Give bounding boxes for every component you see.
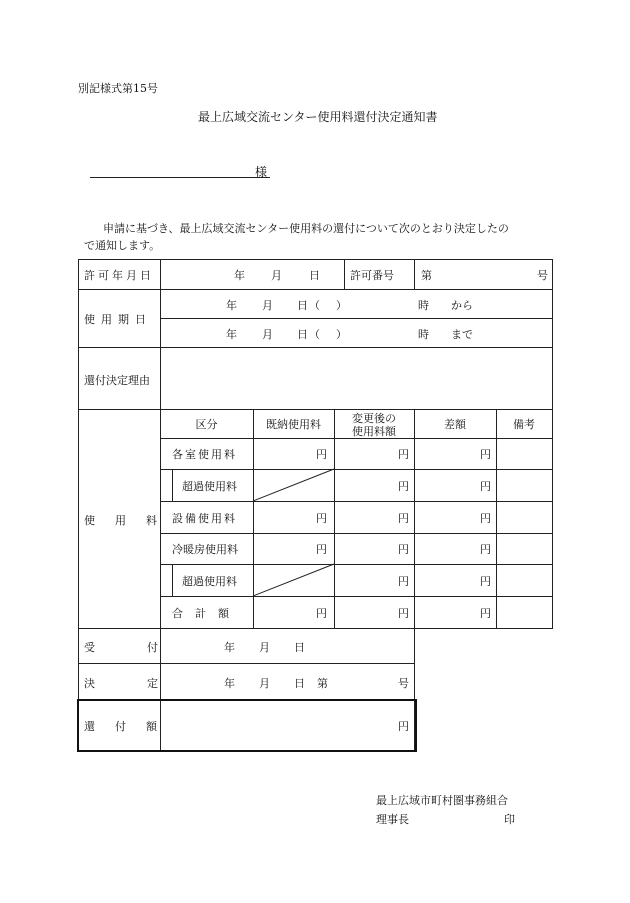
decided-month: 月 <box>259 677 270 690</box>
fee-row-diff-yen: 円 <box>480 543 491 556</box>
usage-until-paren-close: ） <box>336 328 347 341</box>
fee-row-label: 合計額 <box>172 607 241 620</box>
usage-from-month: 月 <box>262 299 273 312</box>
document-title: 最上広域交流センター使用料還付決定通知書 <box>198 110 438 124</box>
fee-row-label: 超過使用料 <box>182 575 237 588</box>
fee-row-paid-yen: 円 <box>316 607 327 620</box>
fee-row-paid-yen: 円 <box>316 543 327 556</box>
form-number: 別記様式第15号 <box>78 82 158 95</box>
permit-date-label: 許可年月日 <box>84 269 154 282</box>
fee-row-label: 冷暖房使用料 <box>172 543 238 556</box>
usage-from-year: 年 <box>226 299 237 312</box>
received-year: 年 <box>224 641 235 654</box>
fee-row-changed-yen: 円 <box>398 575 409 588</box>
fee-row-label: 超過使用料 <box>182 480 237 493</box>
received-day: 日 <box>294 641 305 654</box>
permit-number-label: 許可番号 <box>350 269 394 282</box>
decided-year: 年 <box>224 677 235 690</box>
fee-header-difference: 差額 <box>444 418 466 431</box>
body-text-line1: 申請に基づき、最上広域交流センター使用料の還付について次のとおり決定したの <box>103 222 509 235</box>
fee-row-changed-yen: 円 <box>398 512 409 525</box>
fee-row-label: 設備使用料 <box>172 512 237 525</box>
received-month: 月 <box>259 641 270 654</box>
usage-from-hour: 時 <box>418 299 429 312</box>
received-label: 受付 <box>84 641 210 654</box>
fee-row-diff-yen: 円 <box>480 607 491 620</box>
fees-label: 使用料 <box>84 514 177 527</box>
addressee-suffix: 様 <box>255 165 268 179</box>
fee-row-diff-yen: 円 <box>480 448 491 461</box>
fee-row-diff-yen: 円 <box>480 512 491 525</box>
decided-go: 号 <box>398 677 409 690</box>
footer-seal: 印 <box>504 813 515 826</box>
refund-amount-label: 還付額 <box>84 720 177 733</box>
fee-header-paid: 既納使用料 <box>266 418 321 431</box>
usage-from-kara: から <box>451 299 473 312</box>
fee-row-changed-yen: 円 <box>398 448 409 461</box>
usage-until-day: 日 <box>297 328 308 341</box>
decided-day: 日 <box>294 677 305 690</box>
refund-amount-yen: 円 <box>398 720 409 733</box>
fee-header-category: 区分 <box>195 418 218 431</box>
permit-number-go: 号 <box>537 269 548 282</box>
usage-from-paren-open: （ <box>309 299 320 312</box>
body-text-line2: で通知します。 <box>84 239 161 252</box>
permit-number-dai: 第 <box>421 269 432 282</box>
fee-row-label: 各室使用料 <box>172 448 237 461</box>
footer-title: 理事長 <box>376 813 409 826</box>
usage-until-paren-open: （ <box>309 328 320 341</box>
fee-row-paid-yen: 円 <box>316 448 327 461</box>
permit-date-year: 年 <box>234 269 245 282</box>
permit-date-month: 月 <box>271 269 282 282</box>
usage-from-paren-close: ） <box>336 299 347 312</box>
fee-row-changed-yen: 円 <box>398 480 409 493</box>
decided-label: 決定 <box>84 677 210 690</box>
fee-row-diff-yen: 円 <box>480 575 491 588</box>
decided-dai: 第 <box>317 677 328 690</box>
fee-header-notes: 備考 <box>513 418 535 431</box>
usage-until-year: 年 <box>226 328 237 341</box>
permit-date-day: 日 <box>309 269 320 282</box>
fee-row-paid-yen: 円 <box>316 512 327 525</box>
refund-reason-label: 還付決定理由 <box>84 374 150 387</box>
fee-row-diff-yen: 円 <box>480 480 491 493</box>
usage-from-day: 日 <box>297 299 308 312</box>
footer-organization: 最上広域市町村圏事務組合 <box>376 794 508 807</box>
usage-until-hour: 時 <box>418 328 429 341</box>
usage-until-month: 月 <box>262 328 273 341</box>
fee-header-changed-line1: 変更後の <box>352 412 396 425</box>
fee-header-changed-line2: 使用料額 <box>352 425 396 438</box>
usage-until-made: まで <box>451 328 473 341</box>
usage-period-label: 使用期日 <box>84 313 152 326</box>
fee-row-changed-yen: 円 <box>398 543 409 556</box>
fee-row-changed-yen: 円 <box>398 607 409 620</box>
